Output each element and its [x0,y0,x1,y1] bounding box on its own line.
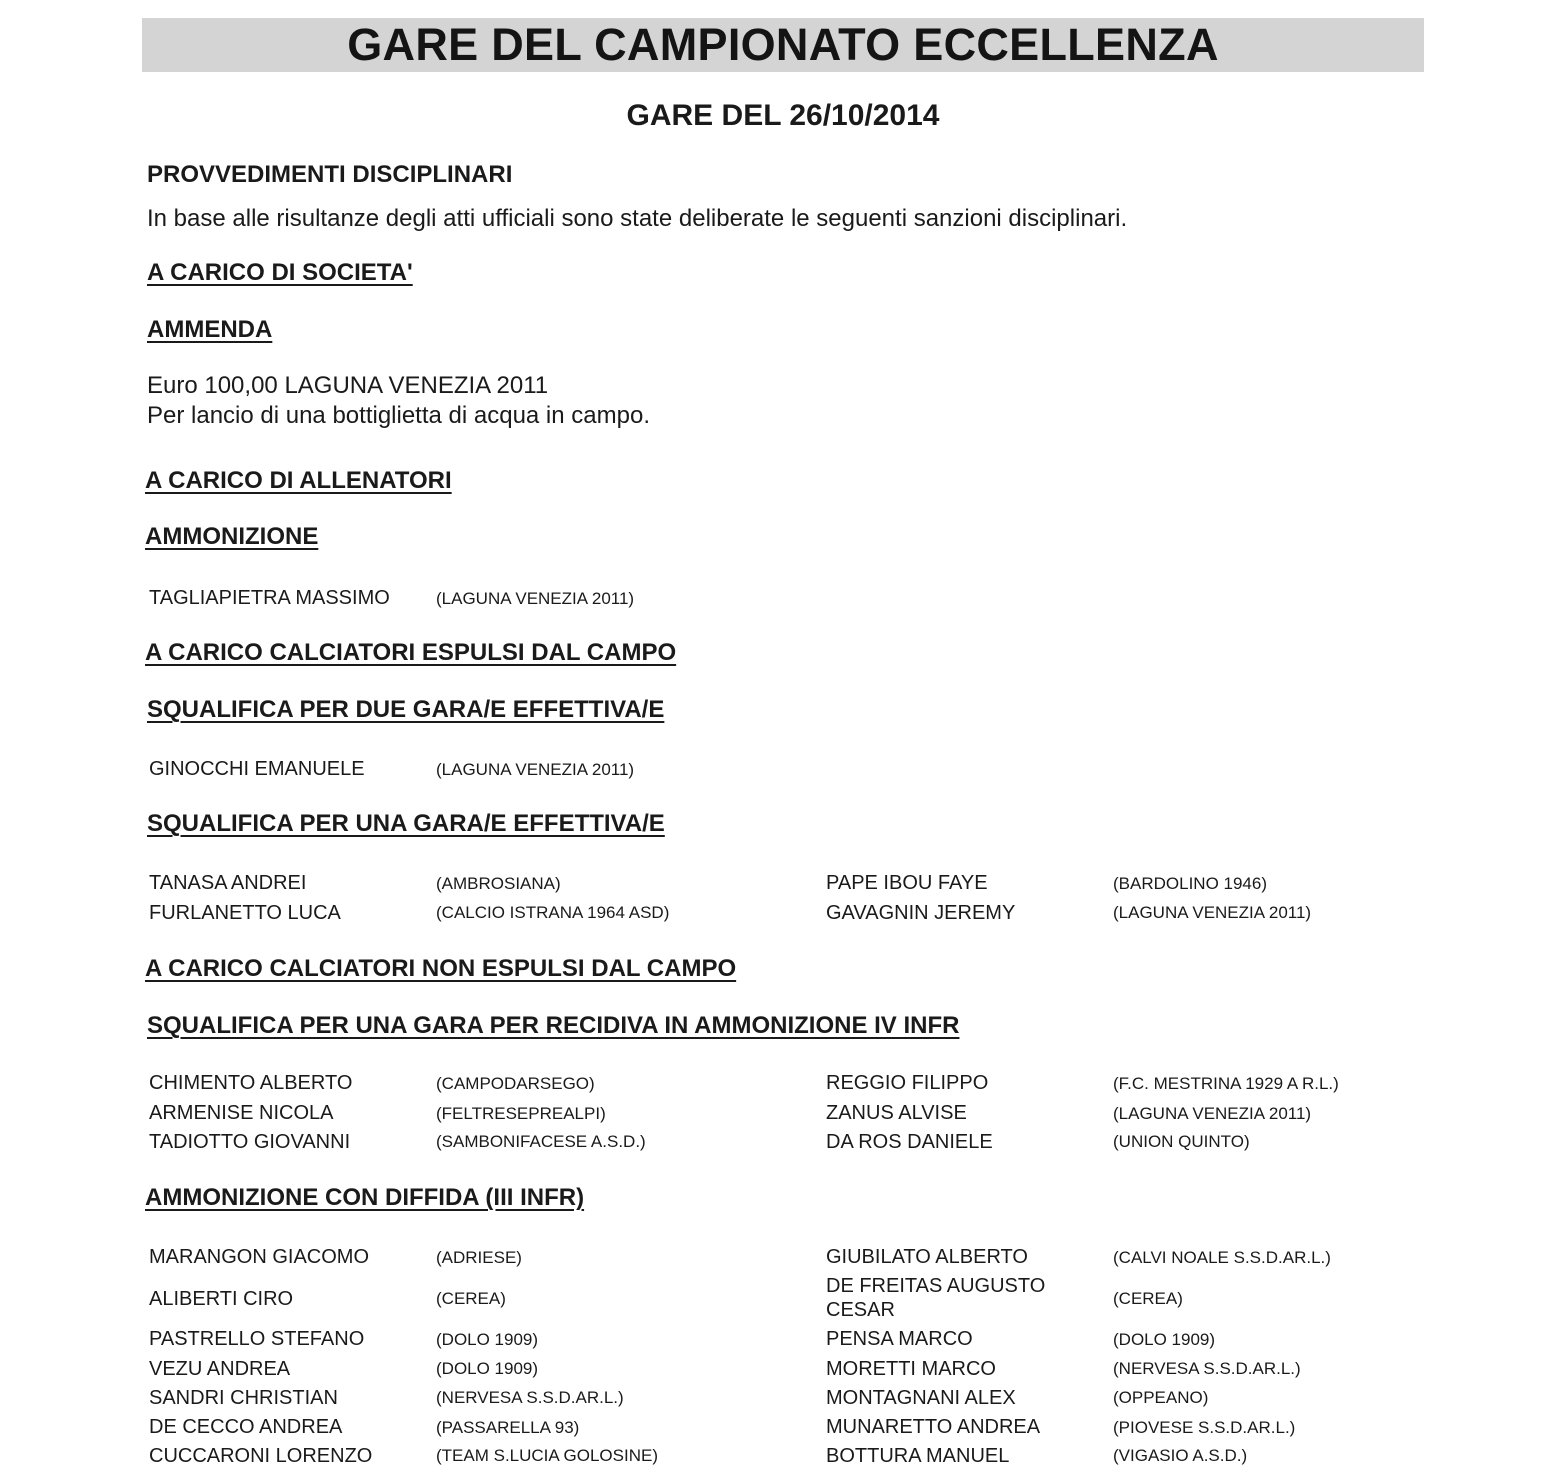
player-team: (CAMPODARSEGO) [436,1074,595,1093]
player-team: (OPPEANO) [1113,1388,1209,1407]
player-team: (LAGUNA VENEZIA 2011) [1113,903,1312,922]
player-name: PAPE IBOU FAYE [826,872,988,894]
player-team: (CALVI NOALE S.S.D.AR.L.) [1113,1248,1331,1267]
player-name: FURLANETTO LUCA [149,902,341,924]
player-name: MUNARETTO ANDREA [826,1416,1041,1438]
player-team: (DOLO 1909) [436,1359,539,1378]
ammenda-line-1: Euro 100,00 LAGUNA VENEZIA 2011 [147,372,549,399]
player-name: REGGIO FILIPPO [826,1072,989,1094]
player-name: DA ROS DANIELE [826,1131,993,1153]
section-heading-non-espulsi: A CARICO CALCIATORI NON ESPULSI DAL CAMPO [145,955,737,982]
player-team: (F.C. MESTRINA 1929 A R.L.) [1113,1074,1339,1093]
player-name: MARANGON GIACOMO [149,1246,370,1268]
player-team: (CEREA) [1113,1289,1183,1308]
player-name: SANDRI CHRISTIAN [149,1387,338,1409]
player-team: (VIGASIO A.S.D.) [1113,1446,1248,1465]
player-name: PENSA MARCO [826,1328,973,1350]
player-name: ALIBERTI CIRO [149,1288,294,1310]
subsection-ammenda: AMMENDA [147,316,273,343]
subsection-diffida: AMMONIZIONE CON DIFFIDA (III INFR) [145,1184,585,1211]
ammenda-line-2: Per lancio di una bottiglietta di acqua in campo. [147,402,650,429]
player-team: (DOLO 1909) [436,1330,539,1349]
player-team: (LAGUNA VENEZIA 2011) [436,760,635,779]
player-team: (TEAM S.LUCIA GOLOSINE) [436,1446,658,1465]
subsection-squalifica-una: SQUALIFICA PER UNA GARA/E EFFETTIVA/E [147,810,665,837]
section-heading-espulsi: A CARICO CALCIATORI ESPULSI DAL CAMPO [145,639,677,666]
section-heading-allenatori: A CARICO DI ALLENATORI [145,467,452,494]
player-name: TAGLIAPIETRA MASSIMO [149,587,390,609]
player-team: (CALCIO ISTRANA 1964 ASD) [436,903,670,922]
player-name: GIUBILATO ALBERTO [826,1246,1028,1268]
section-heading-societa: A CARICO DI SOCIETA' [147,259,413,286]
player-name: DE FREITAS AUGUSTO CESAR [826,1275,1046,1321]
player-team: (PIOVESE S.S.D.AR.L.) [1113,1418,1296,1437]
provvedimenti-heading: PROVVEDIMENTI DISCIPLINARI [147,161,513,188]
player-name: CUCCARONI LORENZO [149,1445,373,1467]
player-team: (BARDOLINO 1946) [1113,874,1267,893]
player-name: VEZU ANDREA [149,1358,291,1380]
player-team: (DOLO 1909) [1113,1330,1216,1349]
player-team: (LAGUNA VENEZIA 2011) [436,589,635,608]
player-team: (SAMBONIFACESE A.S.D.) [436,1132,646,1151]
player-name: TANASA ANDREI [149,872,307,894]
player-name: CHIMENTO ALBERTO [149,1072,353,1094]
player-team: (UNION QUINTO) [1113,1132,1250,1151]
player-name: MORETTI MARCO [826,1358,996,1380]
subsection-recidiva: SQUALIFICA PER UNA GARA PER RECIDIVA IN AMMONIZIONE IV INFR [147,1012,960,1039]
player-name: ZANUS ALVISE [826,1102,967,1124]
player-name: BOTTURA MANUEL [826,1445,1010,1467]
player-team: (PASSARELLA 93) [436,1418,580,1437]
player-name: MONTAGNANI ALEX [826,1387,1016,1409]
player-team: (LAGUNA VENEZIA 2011) [1113,1104,1312,1123]
date-title: GARE DEL 26/10/2014 [626,99,940,132]
intro-text: In base alle risultanze degli atti ufficiali sono state deliberate le seguenti sanzioni disciplinari. [147,205,1128,232]
player-name: ARMENISE NICOLA [149,1102,334,1124]
player-name: GINOCCHI EMANUELE [149,758,365,780]
player-team: (FELTRESEPREALPI) [436,1104,606,1123]
player-name: TADIOTTO GIOVANNI [149,1131,351,1153]
player-name: GAVAGNIN JEREMY [826,902,1016,924]
player-name: DE CECCO ANDREA [149,1416,343,1438]
player-team: (CEREA) [436,1289,506,1308]
subsection-ammonizione: AMMONIZIONE [145,523,319,550]
player-team: (NERVESA S.S.D.AR.L.) [436,1388,624,1407]
page-title: GARE DEL CAMPIONATO ECCELLENZA [347,19,1219,70]
player-team: (ADRIESE) [436,1248,522,1267]
player-team: (AMBROSIANA) [436,874,561,893]
player-name: PASTRELLO STEFANO [149,1328,365,1350]
player-team: (NERVESA S.S.D.AR.L.) [1113,1359,1301,1378]
subsection-squalifica-due: SQUALIFICA PER DUE GARA/E EFFETTIVA/E [147,696,665,723]
